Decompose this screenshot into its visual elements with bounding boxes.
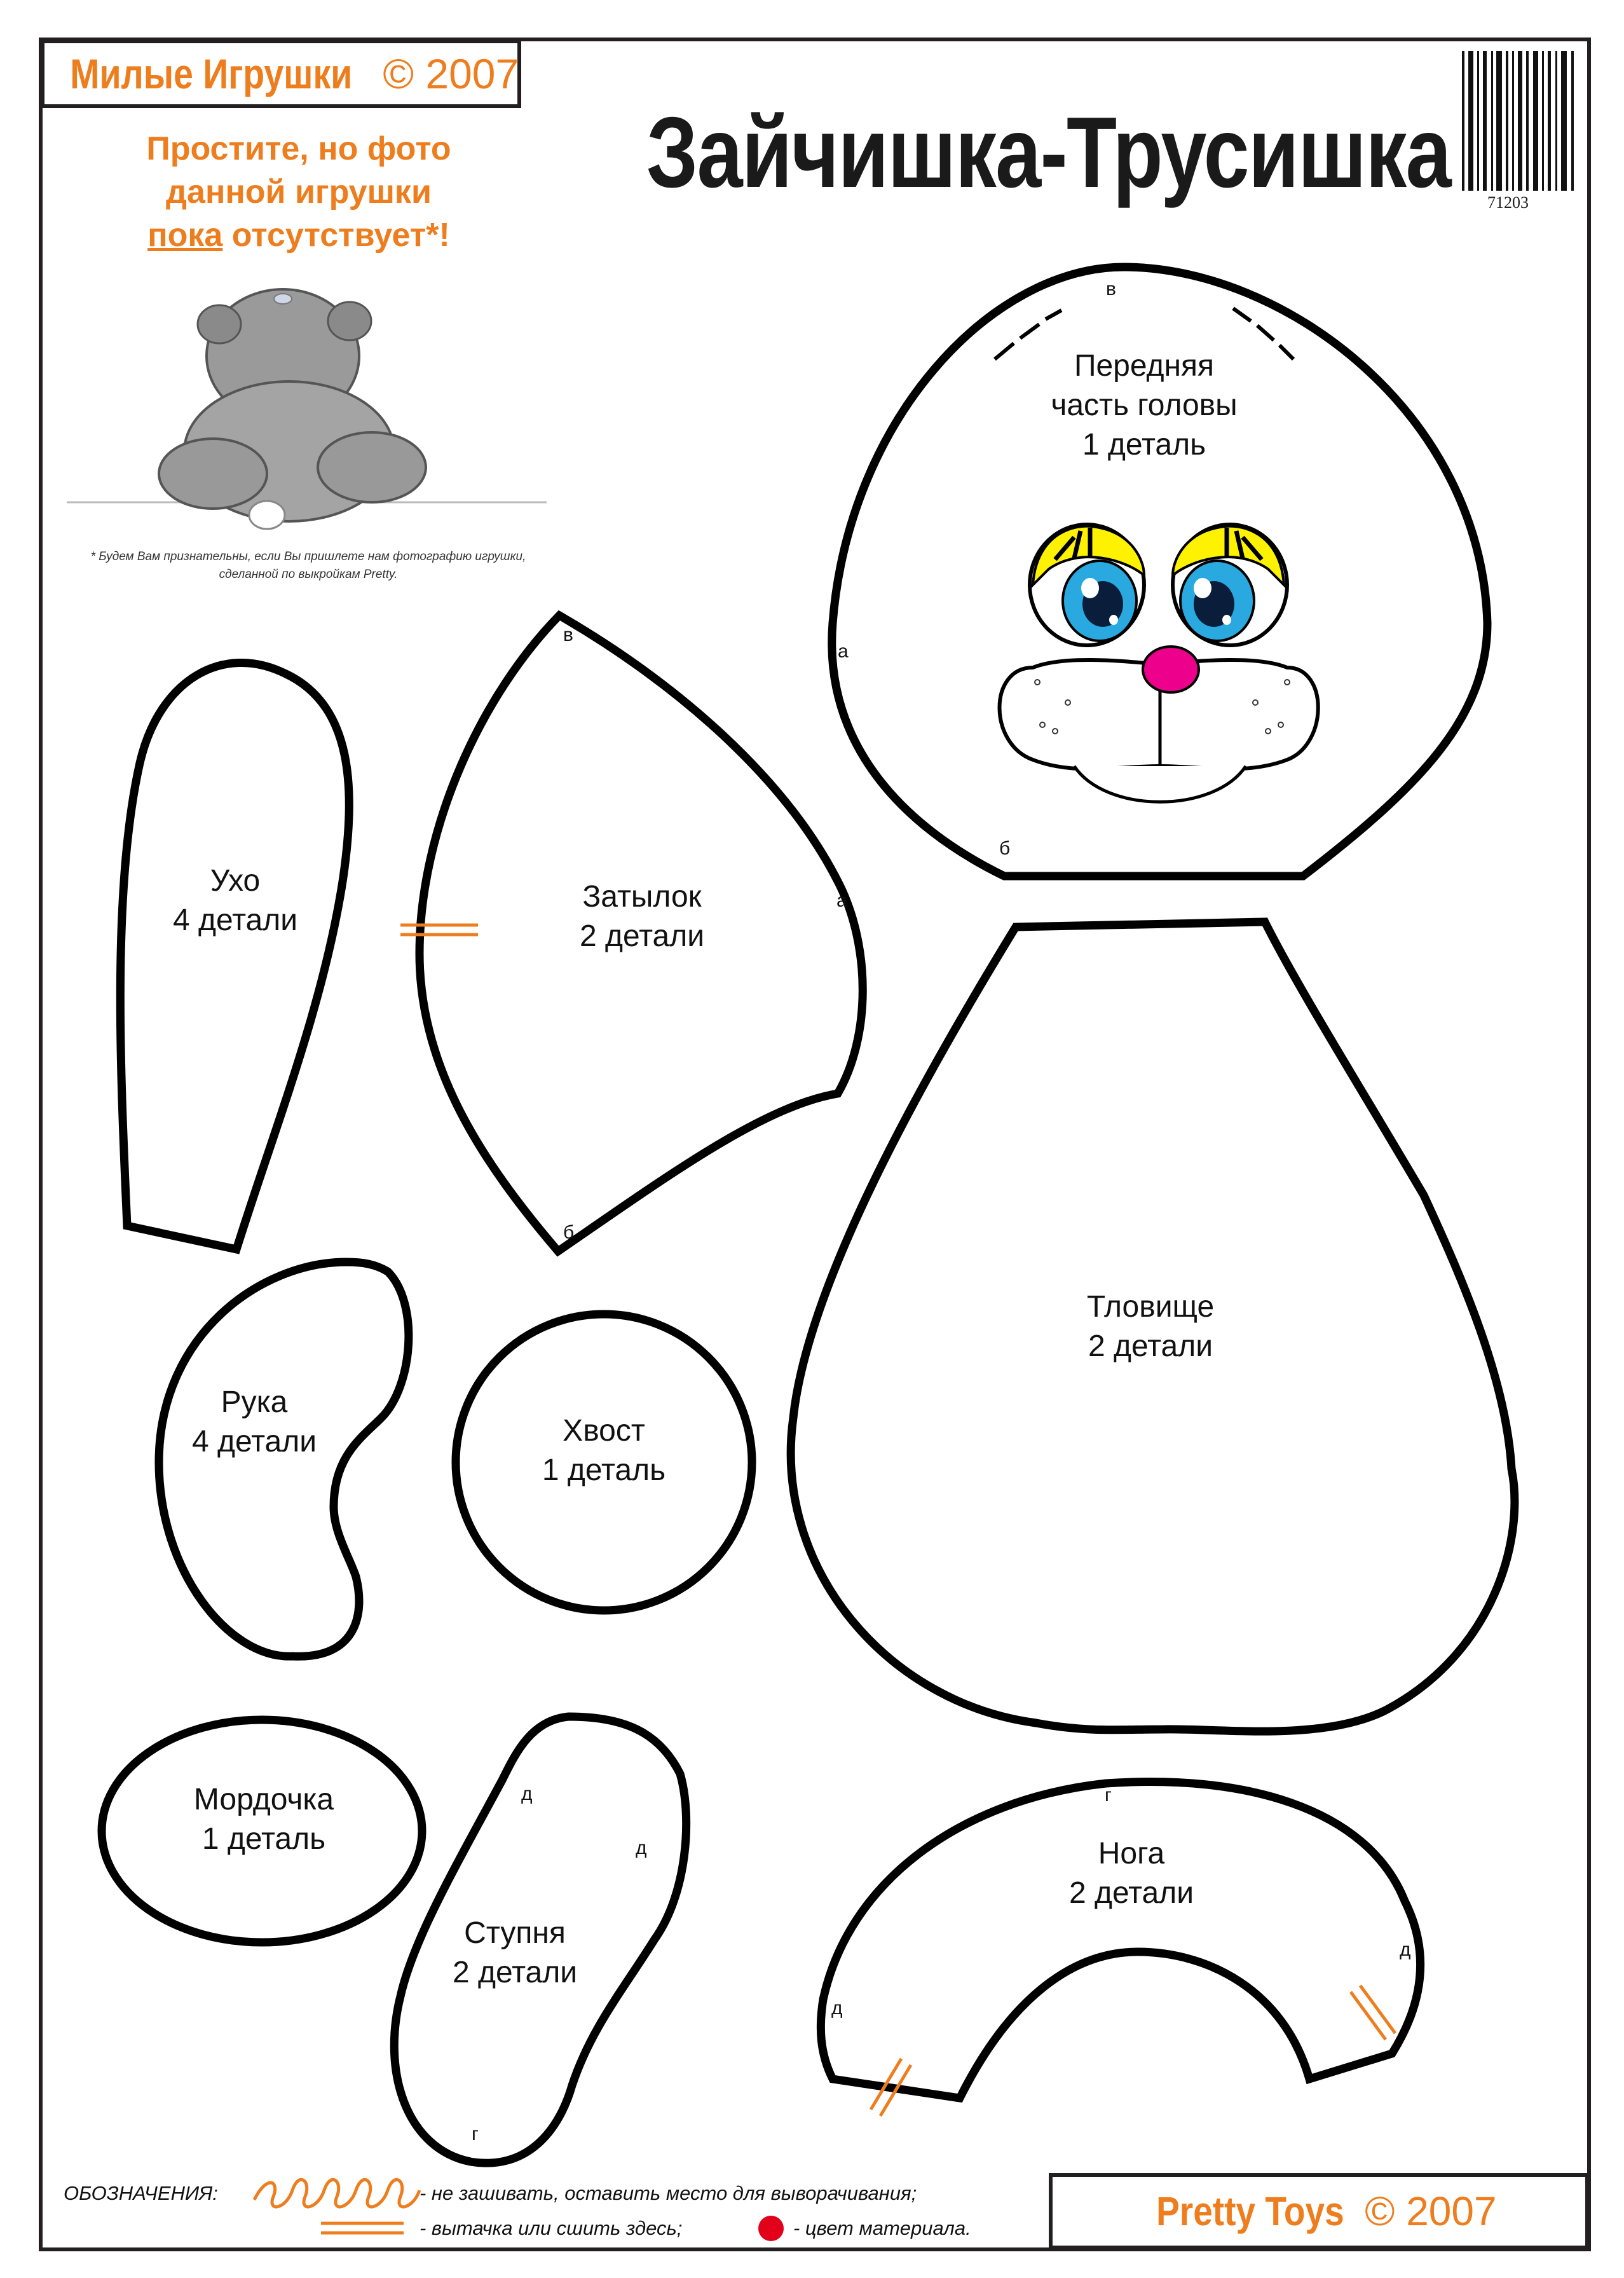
fabric-color-dot-icon xyxy=(758,2216,784,2241)
foot-count: 2 детали xyxy=(452,1956,578,1989)
mark-a-nape: а xyxy=(836,890,847,911)
notice-line-3-rest: отсутствует*! xyxy=(222,217,450,254)
ear-outline xyxy=(120,662,349,1249)
ear-label xyxy=(146,861,324,940)
leg-count: 2 детали xyxy=(1068,1876,1194,1910)
head-front-label xyxy=(1011,347,1278,465)
notice-line-3 xyxy=(114,214,483,257)
photo-footnote xyxy=(38,548,578,584)
head-front-count: 1 деталь xyxy=(1082,428,1206,462)
nape-name: Затылок xyxy=(582,880,702,914)
mark-d-leg-right: д xyxy=(1400,1939,1411,1960)
muzzle-count: 1 деталь xyxy=(201,1822,326,1856)
legend-open-seam: - не зашивать, оставить место для выворачивания; xyxy=(420,2182,917,2204)
teddy-bear-illustration xyxy=(67,289,547,529)
leg-label xyxy=(1036,1834,1227,1913)
ear-count: 4 детали xyxy=(172,903,298,937)
page-title: Зайчишка-Трусишка xyxy=(646,97,1450,209)
open-seam-squiggle-icon xyxy=(254,2179,420,2207)
mark-g-leg: г xyxy=(1105,1785,1112,1806)
nape-count: 2 детали xyxy=(579,919,705,953)
dart-double-line-icon xyxy=(321,2223,404,2233)
footnote-line-1: * Будем Вам признательны, если Вы пришлете нам фотографию игрушки, xyxy=(90,550,526,563)
footnote-line-2: сделанной по выкройкам Pretty. xyxy=(219,568,398,581)
photo-missing-notice xyxy=(114,127,483,257)
barcode xyxy=(1462,51,1574,191)
legend-heading: ОБОЗНАЧЕНИЯ: xyxy=(64,2182,218,2204)
arm-label xyxy=(162,1383,346,1462)
body-label xyxy=(1055,1287,1246,1366)
foot-name: Ступня xyxy=(464,1916,566,1950)
muzzle-name: Мордочка xyxy=(193,1783,334,1816)
mark-a-head: а xyxy=(838,641,849,662)
notice-line-1: Простите, но фото xyxy=(146,130,451,167)
footer-brand-box xyxy=(1049,2173,1589,2249)
footer-brand-copyright: © 2007 xyxy=(1365,2188,1497,2234)
arm-count: 4 детали xyxy=(191,1425,317,1458)
tail-label xyxy=(508,1411,699,1490)
body-name: Тловище xyxy=(1086,1290,1215,1324)
right-eye xyxy=(1173,525,1287,645)
brand-name: Милые Игрушки xyxy=(70,50,353,97)
head-front-name-2: часть головы xyxy=(1051,388,1238,422)
brand-box xyxy=(41,39,521,108)
notice-underlined-word: пока xyxy=(147,217,223,254)
left-eye xyxy=(1030,525,1144,645)
barcode-number: 71203 xyxy=(1487,193,1529,212)
mark-b-nape: б xyxy=(563,1222,575,1243)
mark-v-head: в xyxy=(1106,278,1116,299)
nose xyxy=(1143,647,1199,692)
body-count: 2 детали xyxy=(1088,1329,1213,1363)
brand-copyright: © 2007 xyxy=(383,50,519,97)
mark-d-foot-1: д xyxy=(521,1783,533,1804)
mark-b-head: б xyxy=(999,838,1011,859)
foot-label xyxy=(420,1914,610,1993)
notice-line-2: данной игрушки xyxy=(166,174,432,210)
mark-d-foot-2: д xyxy=(636,1837,647,1858)
leg-outline xyxy=(821,1781,1420,2098)
tail-count: 1 деталь xyxy=(542,1453,666,1487)
leg-name: Нога xyxy=(1098,1837,1165,1870)
legend-dart: - вытачка или сшить здесь; xyxy=(420,2217,683,2239)
tail-name: Хвост xyxy=(563,1414,645,1448)
legend-fabric-color: - цвет материала. xyxy=(793,2217,971,2239)
ear-name: Ухо xyxy=(210,864,261,898)
arm-name: Рука xyxy=(221,1385,288,1419)
footer-brand-name: Pretty Toys xyxy=(1156,2188,1345,2234)
muzzle-label xyxy=(168,1780,359,1859)
mark-d-leg-left: д xyxy=(831,1998,843,2019)
mark-g-foot: г xyxy=(472,2124,479,2144)
nape-label xyxy=(547,877,737,956)
mark-v-nape: в xyxy=(563,624,573,645)
head-front-name-1: Передняя xyxy=(1074,349,1215,383)
